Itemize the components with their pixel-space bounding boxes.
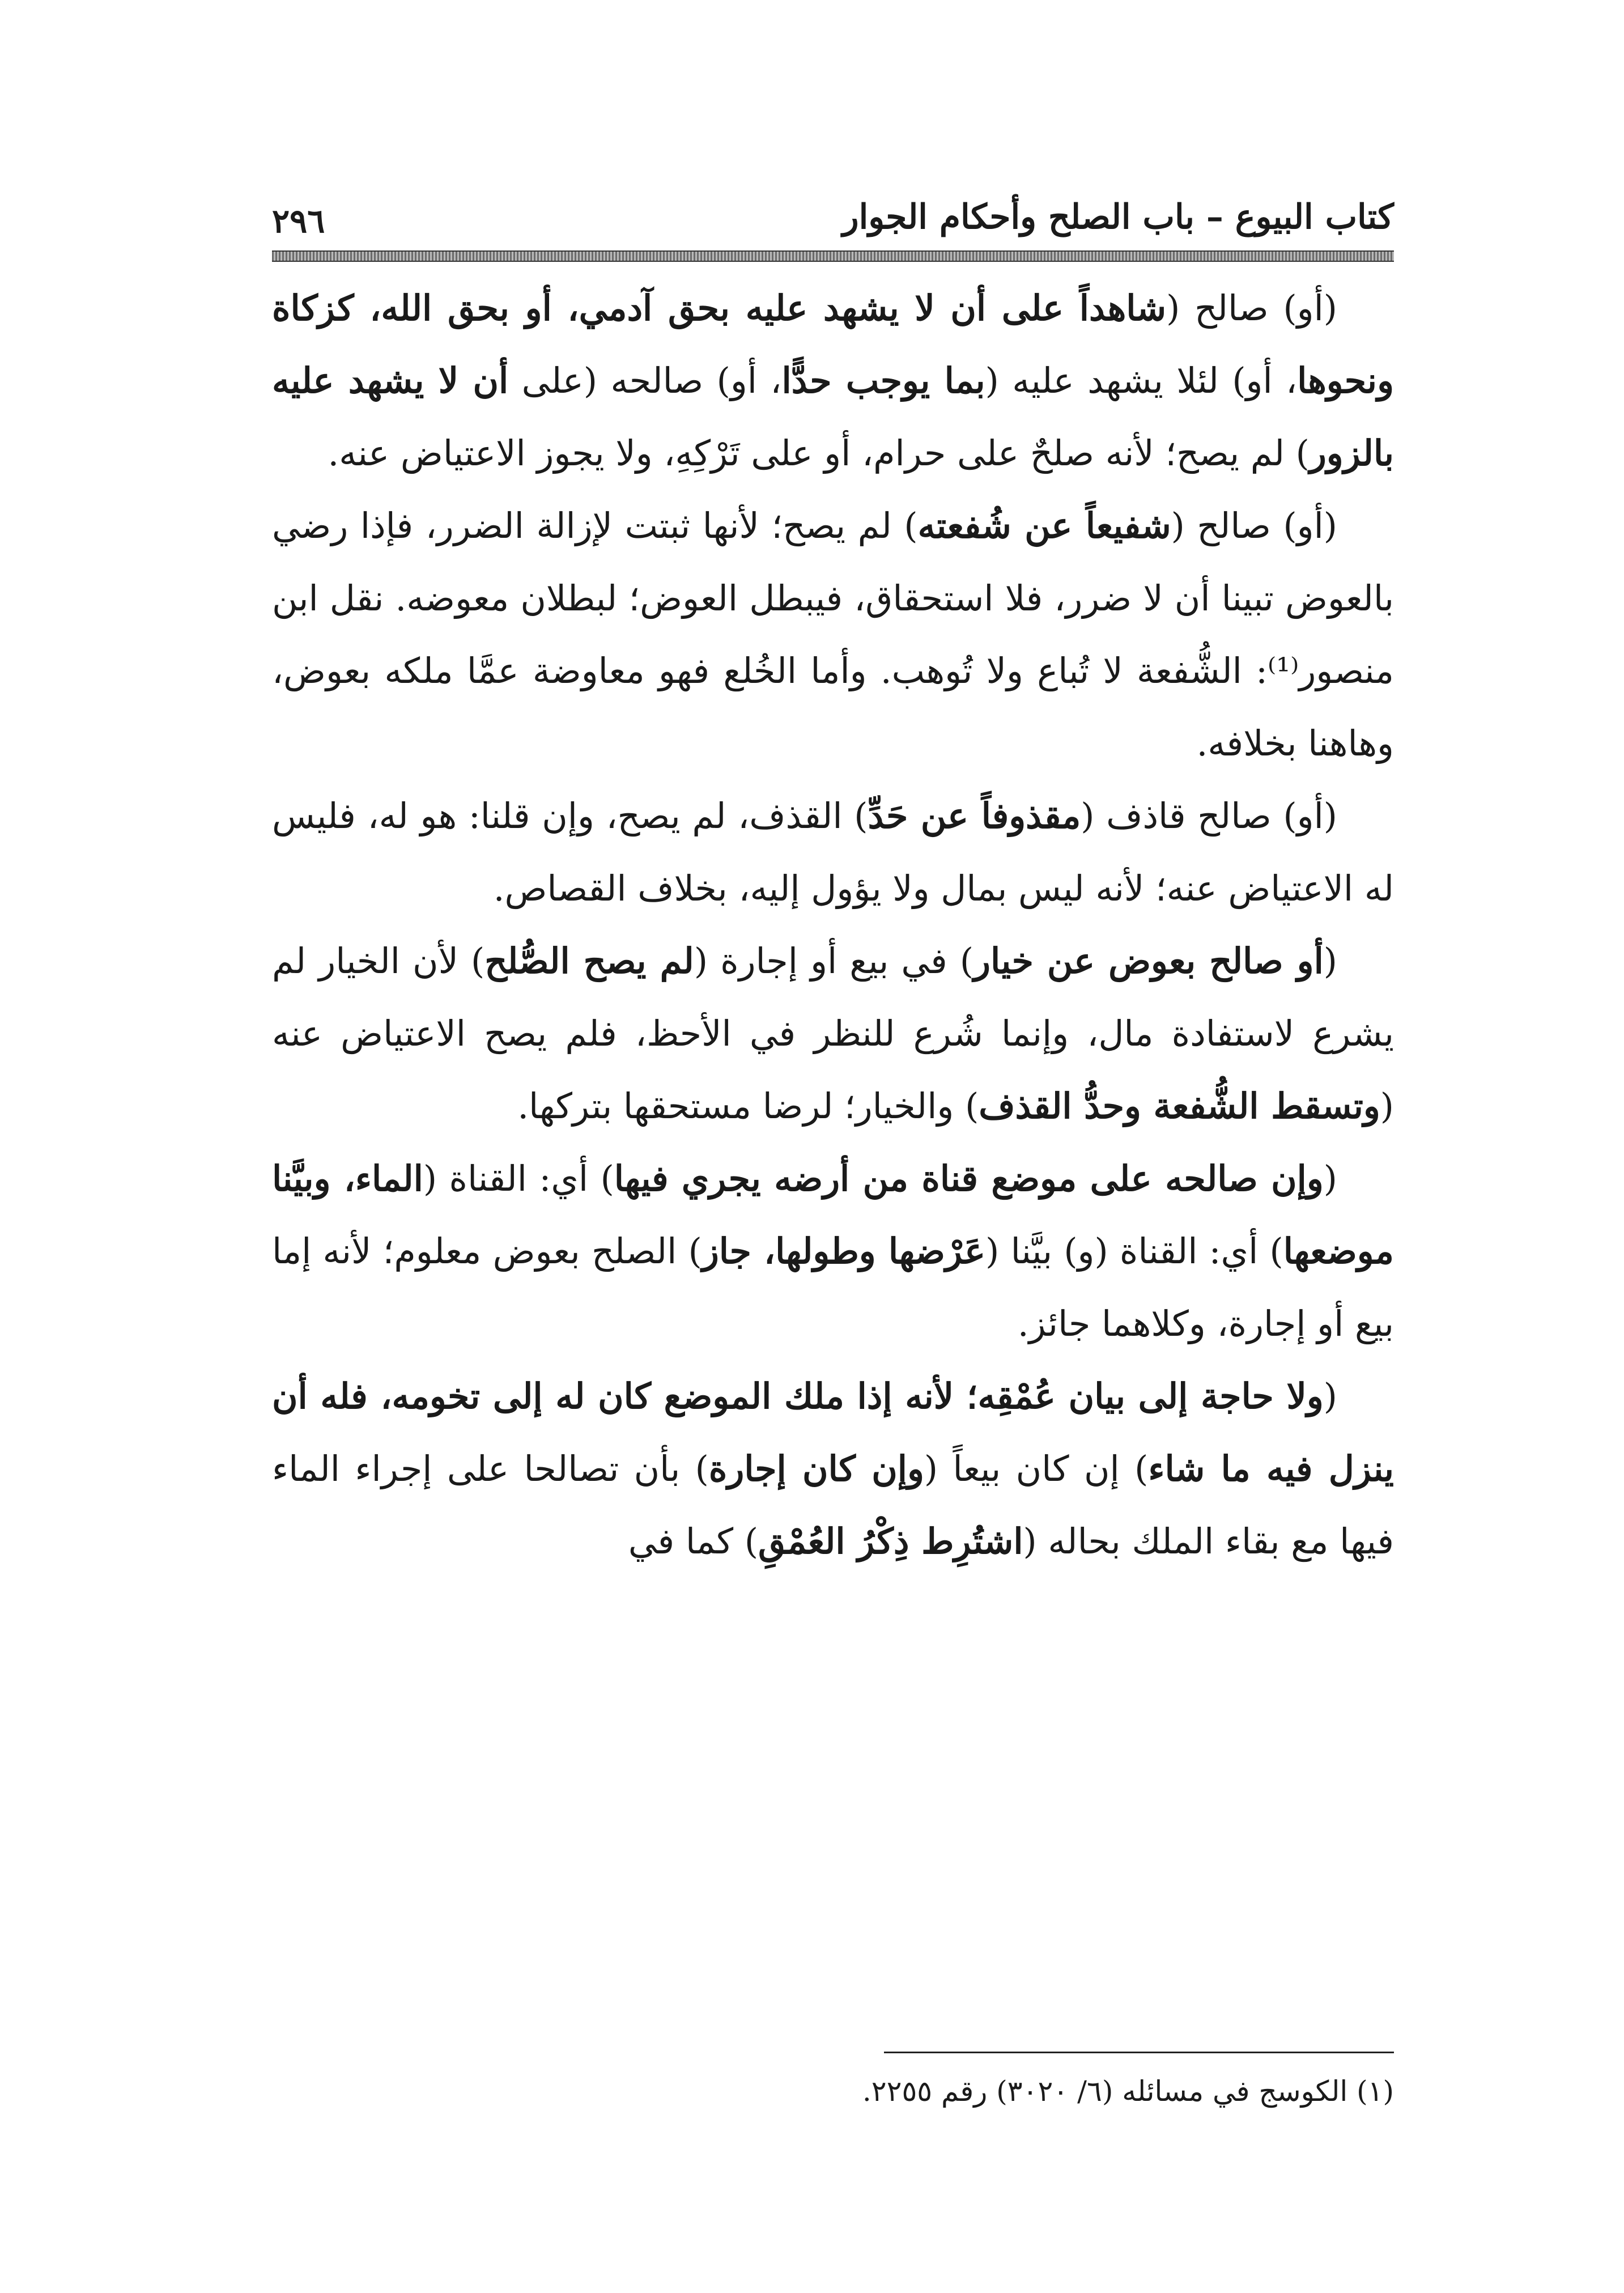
bold-text-run: مقذوفاً عن حَدِّ bbox=[868, 795, 1081, 836]
text-run: (أو) صالح ( bbox=[1171, 505, 1337, 546]
text-run: ( bbox=[1323, 940, 1337, 982]
text-run: ) لم يصح؛ لأنه صلحٌ على حرام، أو على تَرْكِهِ، ولا يجوز الاعتياض عنه. bbox=[328, 432, 1310, 474]
header-rule bbox=[272, 250, 1394, 262]
bold-text-run: وإن كان إجارة bbox=[708, 1448, 924, 1489]
bold-text-run: شفيعاً عن شُفعته bbox=[917, 505, 1171, 546]
bold-text-run: أن لا يشهد عليه بالزور bbox=[272, 360, 1394, 474]
bold-text-run: عَرْضها وطولها، جاز bbox=[702, 1230, 986, 1272]
text-run: ، أو) صالحه (على bbox=[508, 360, 782, 401]
bold-text-run: اشتُرِط ذِكْرُ العُمْقِ bbox=[758, 1521, 1023, 1562]
text-run: ) لأن الخيار لم يشرع لاستفادة مال، وإنما شُرع للنظر في الأحظ، فلم يصح الاعتياض عنه ( bbox=[272, 940, 1394, 1127]
bold-text-run: وإن صالحه على موضع قناة من أرضه يجري فيها bbox=[614, 1158, 1324, 1199]
document-page bbox=[272, 187, 1394, 2227]
bold-text-run: بما يوجب حدًّا bbox=[781, 360, 985, 401]
page-header bbox=[272, 187, 1394, 255]
text-run: ) إن كان بيعاً ( bbox=[924, 1448, 1149, 1489]
text-run: ) أي: القناة (و) بيَّنا ( bbox=[985, 1230, 1283, 1272]
paragraph bbox=[272, 272, 1394, 490]
paragraph bbox=[272, 1143, 1394, 1360]
footnote: (١) الكوسج في مسائله (٦/ ٣٠٢٠) رقم ٢٢٥٥. bbox=[862, 2075, 1394, 2108]
page-number: ٢٩٦ bbox=[272, 202, 325, 240]
text-run: (أو) صالح ( bbox=[1166, 287, 1337, 329]
text-run: ( bbox=[1323, 1375, 1337, 1417]
text-run: ( bbox=[1323, 1158, 1337, 1199]
chapter-title: كتاب البيوع – باب الصلح وأحكام الجوار bbox=[842, 197, 1394, 237]
text-run: ) لم يصح؛ لأنها ثبتت لإزالة الضرر، فإذا رضي بالعوض تبينا أن لا ضرر، فلا استحقاق، فيبطل العوض؛ لبطلان معوضه. نقل ابن منصور⁽¹⁾: الشُّفعة لا تُباع ولا تُوهب. وأما الخُلع فهو معاوضة عمَّا ملكه بعوض، وهاهنا بخلافه. bbox=[272, 505, 1394, 764]
text-run: ) كما في bbox=[628, 1521, 759, 1562]
bold-text-run: لم يصح الصُّلح bbox=[484, 940, 694, 982]
text-run: ) أي: القناة ( bbox=[423, 1158, 614, 1199]
text-run: ) الصلح بعوض معلوم؛ لأنه إما بيع أو إجارة، وكلاهما جائز. bbox=[272, 1230, 1394, 1344]
paragraph bbox=[272, 1360, 1394, 1578]
text-run: ، أو) لئلا يشهد عليه ( bbox=[985, 360, 1298, 401]
bold-text-run: الماء، وبيَّنا موضعها bbox=[272, 1158, 1394, 1272]
paragraph bbox=[272, 490, 1394, 780]
bold-text-run: وتسقط الشُّفعة وحدُّ القذف bbox=[979, 1085, 1380, 1127]
text-run: ) بأن تصالحا على إجراء الماء فيها مع بقاء الملك بحاله ( bbox=[272, 1448, 1394, 1562]
text-run: (أو) صالح قاذف ( bbox=[1081, 795, 1337, 836]
main-text bbox=[272, 272, 1394, 1578]
text-run: ) القذف، لم يصح، وإن قلنا: هو له، فليس له الاعتياض عنه؛ لأنه ليس بمال ولا يؤول إليه، بخلاف القصاص. bbox=[272, 795, 1394, 909]
bold-text-run: ولا حاجة إلى بيان عُمْقِه؛ لأنه إذا ملك الموضع كان له إلى تخومه، فله أن ينزل فيه ما شاء bbox=[272, 1375, 1395, 1489]
text-run: ) في بيع أو إجارة ( bbox=[694, 940, 974, 982]
footnote-separator bbox=[884, 2052, 1394, 2053]
paragraph bbox=[272, 925, 1394, 1143]
bold-text-run: شاهداً على أن لا يشهد عليه بحق آدمي، أو بحق الله، كزكاة ونحوها bbox=[272, 287, 1395, 401]
bold-text-run: أو صالح بعوض عن خيار bbox=[973, 940, 1324, 982]
paragraph bbox=[272, 780, 1394, 925]
text-run: ) والخيار؛ لرضا مستحقها بتركها. bbox=[517, 1085, 979, 1127]
